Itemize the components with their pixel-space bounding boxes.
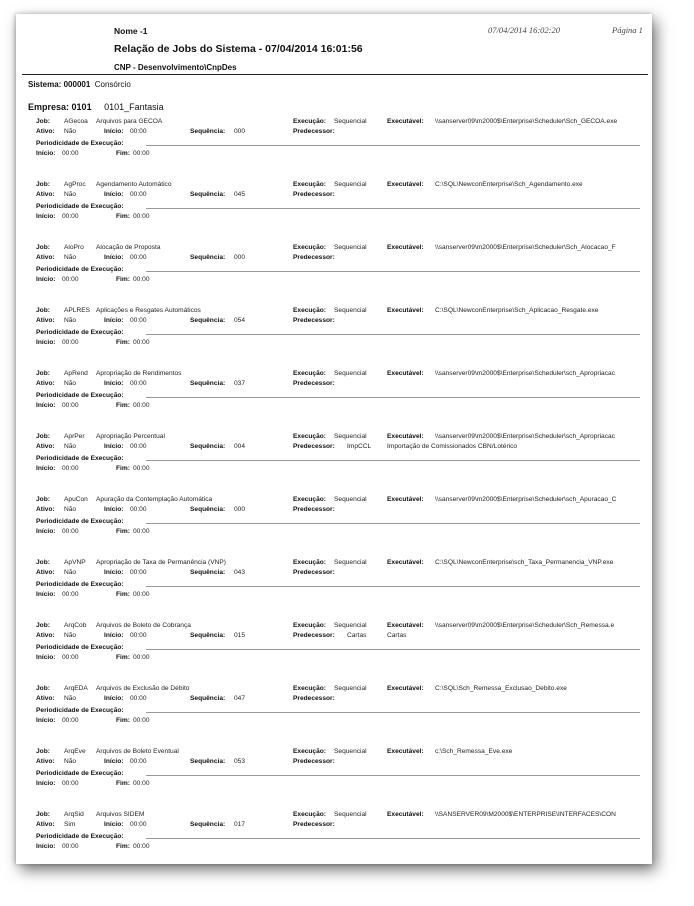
execucao-label: Execução:: [293, 433, 326, 440]
periodicidade-fim-label: Fim:: [116, 150, 130, 157]
ativo-value: Não: [64, 254, 77, 261]
predecessor-label: Predecessor:: [293, 191, 335, 198]
sequencia-value: 053: [234, 758, 246, 765]
periodicidade-label: Periodicidade de Execução:: [36, 518, 124, 525]
predecessor-label: Predecessor:: [293, 758, 335, 765]
periodicidade-label: Periodicidade de Execução:: [36, 203, 124, 210]
periodicidade-label: Periodicidade de Execução:: [36, 140, 124, 147]
execucao-value: Sequencial: [334, 811, 367, 818]
periodicidade-inicio-value: 00:00: [62, 213, 79, 220]
predecessor-description: Importação de Comissionados CBN/Lotérico: [387, 443, 518, 450]
inicio-value: 00:00: [130, 569, 147, 576]
report-datetime: 07/04/2014 16:02:20: [488, 25, 561, 35]
execucao-label: Execução:: [293, 370, 326, 377]
periodicidade-inicio-label: Início:: [36, 654, 56, 661]
ativo-value: Não: [64, 380, 77, 387]
predecessor-label: Predecessor:: [293, 128, 335, 135]
predecessor-label: Predecessor:: [293, 380, 335, 387]
execucao-label: Execução:: [293, 811, 326, 818]
ativo-value: Não: [64, 317, 77, 324]
inicio-value: 00:00: [130, 695, 147, 702]
executavel-label: Executável:: [387, 496, 424, 503]
execucao-value: Sequencial: [334, 559, 367, 566]
periodicidade-fim-label: Fim:: [116, 276, 130, 283]
predecessor-label: Predecessor:: [293, 317, 335, 324]
ativo-label: Ativo:: [36, 317, 55, 324]
page-number: Página 1: [612, 25, 643, 35]
inicio-label: Início:: [104, 380, 124, 387]
periodicidade-inicio-value: 00:00: [62, 339, 79, 346]
periodicidade-inicio-label: Início:: [36, 276, 56, 283]
periodicidade-fim-value: 00:00: [133, 150, 150, 157]
job-label: Job:: [36, 370, 50, 377]
job-description: Arquivos SIDEM: [96, 811, 145, 818]
sequencia-value: 037: [234, 380, 246, 387]
periodicidade-divider: [146, 271, 640, 272]
sequencia-label: Sequência:: [190, 506, 226, 513]
ativo-label: Ativo:: [36, 632, 55, 639]
job-code: ArqSid: [64, 811, 84, 818]
job-code: AGecoa: [64, 118, 88, 125]
periodicidade-divider: [146, 586, 640, 587]
inicio-label: Início:: [104, 695, 124, 702]
execucao-label: Execução:: [293, 622, 326, 629]
report-user-name: Nome -1: [114, 26, 148, 36]
periodicidade-fim-label: Fim:: [116, 717, 130, 724]
job-label: Job:: [36, 559, 50, 566]
job-code: ArqEDA: [64, 685, 88, 692]
ativo-value: Não: [64, 758, 77, 765]
sequencia-value: 000: [234, 128, 246, 135]
inicio-value: 00:00: [130, 821, 147, 828]
job-description: Apropriação de Rendimentos: [96, 370, 182, 377]
execucao-value: Sequencial: [334, 181, 367, 188]
predecessor-label: Predecessor:: [293, 443, 335, 450]
job-description: Alocação de Proposta: [96, 244, 161, 251]
sequencia-label: Sequência:: [190, 632, 226, 639]
sequencia-value: 004: [234, 443, 246, 450]
inicio-label: Início:: [104, 632, 124, 639]
predecessor-value: ImpCCL: [347, 443, 372, 450]
job-entry: [16, 622, 652, 682]
job-entry: [16, 433, 652, 493]
ativo-value: Não: [64, 569, 77, 576]
inicio-value: 00:00: [130, 380, 147, 387]
inicio-label: Início:: [104, 569, 124, 576]
periodicidade-divider: [146, 334, 640, 335]
periodicidade-divider: [146, 397, 640, 398]
periodicidade-label: Periodicidade de Execução:: [36, 581, 124, 588]
ativo-value: Não: [64, 191, 77, 198]
ativo-value: Não: [64, 695, 77, 702]
sequencia-label: Sequência:: [190, 128, 226, 135]
execucao-value: Sequencial: [334, 307, 367, 314]
inicio-label: Início:: [104, 191, 124, 198]
periodicidade-label: Periodicidade de Execução:: [36, 707, 124, 714]
ativo-label: Ativo:: [36, 695, 55, 702]
periodicidade-divider: [146, 523, 640, 524]
job-code: ApRend: [64, 370, 88, 377]
execucao-label: Execução:: [293, 496, 326, 503]
execucao-value: Sequencial: [334, 118, 367, 125]
job-label: Job:: [36, 307, 50, 314]
executavel-path: \\sanserver09\m2000$\Enterprise\Scheduler\sch_Apropriacac: [435, 370, 615, 377]
executavel-path: \\SANSERVER09\M2000$\ENTERPRISE\INTERFACES\CON: [435, 811, 616, 818]
inicio-value: 00:00: [130, 443, 147, 450]
periodicidade-divider: [146, 712, 640, 713]
job-entry: [16, 685, 652, 745]
periodicidade-fim-label: Fim:: [116, 528, 130, 535]
ativo-label: Ativo:: [36, 569, 55, 576]
inicio-value: 00:00: [130, 506, 147, 513]
periodicidade-inicio-label: Início:: [36, 780, 56, 787]
job-label: Job:: [36, 118, 50, 125]
report-page: [16, 14, 652, 864]
job-entry: [16, 559, 652, 619]
periodicidade-inicio-label: Início:: [36, 528, 56, 535]
executavel-label: Executável:: [387, 811, 424, 818]
executavel-label: Executável:: [387, 433, 424, 440]
inicio-label: Início:: [104, 506, 124, 513]
job-description: Apropriação de Taxa de Permanência (VNP): [96, 559, 226, 566]
executavel-path: C:\SQL\Sch_Remessa_Exclusao_Debito.exe: [435, 685, 567, 692]
ativo-label: Ativo:: [36, 128, 55, 135]
periodicidade-fim-label: Fim:: [116, 213, 130, 220]
execucao-value: Sequencial: [334, 370, 367, 377]
periodicidade-inicio-value: 00:00: [62, 654, 79, 661]
periodicidade-divider: [146, 145, 640, 146]
job-code: ArqCob: [64, 622, 87, 629]
sequencia-value: 043: [234, 569, 246, 576]
sequencia-label: Sequência:: [190, 758, 226, 765]
job-description: Aplicações e Resgates Automáticos: [96, 307, 201, 314]
ativo-label: Ativo:: [36, 443, 55, 450]
sistema-label: Sistema:: [28, 80, 62, 89]
job-code: ApuCon: [64, 496, 88, 503]
execucao-label: Execução:: [293, 181, 326, 188]
job-entry: [16, 370, 652, 430]
periodicidade-label: Periodicidade de Execução:: [36, 770, 124, 777]
ativo-label: Ativo:: [36, 758, 55, 765]
ativo-value: Não: [64, 632, 77, 639]
ativo-value: Não: [64, 506, 77, 513]
executavel-label: Executável:: [387, 370, 424, 377]
job-label: Job:: [36, 496, 50, 503]
executavel-label: Executável:: [387, 244, 424, 251]
periodicidade-inicio-label: Início:: [36, 717, 56, 724]
inicio-label: Início:: [104, 254, 124, 261]
periodicidade-divider: [146, 649, 640, 650]
periodicidade-inicio-label: Início:: [36, 213, 56, 220]
periodicidade-fim-label: Fim:: [116, 591, 130, 598]
periodicidade-inicio-value: 00:00: [62, 780, 79, 787]
job-description: Apuração da Contemplação Automática: [96, 496, 213, 503]
periodicidade-fim-value: 00:00: [133, 402, 150, 409]
execucao-label: Execução:: [293, 307, 326, 314]
periodicidade-fim-value: 00:00: [133, 465, 150, 472]
periodicidade-fim-label: Fim:: [116, 654, 130, 661]
empresa-label: Empresa:: [28, 102, 70, 112]
periodicidade-fim-value: 00:00: [133, 339, 150, 346]
periodicidade-divider: [146, 775, 640, 776]
periodicidade-fim-value: 00:00: [133, 528, 150, 535]
execucao-value: Sequencial: [334, 244, 367, 251]
job-entry: [16, 748, 652, 808]
executavel-label: Executável:: [387, 307, 424, 314]
ativo-label: Ativo:: [36, 506, 55, 513]
periodicidade-inicio-label: Início:: [36, 591, 56, 598]
sequencia-value: 000: [234, 506, 246, 513]
sistema-line: [28, 80, 131, 89]
periodicidade-inicio-value: 00:00: [62, 528, 79, 535]
job-label: Job:: [36, 433, 50, 440]
executavel-label: Executável:: [387, 748, 424, 755]
periodicidade-inicio-label: Início:: [36, 465, 56, 472]
predecessor-label: Predecessor:: [293, 821, 335, 828]
job-code: AgProc: [64, 181, 86, 188]
header-divider: [22, 74, 648, 75]
report-subtitle: CNP - Desenvolvimento\CnpDes: [114, 63, 237, 72]
job-label: Job:: [36, 622, 50, 629]
job-description: Arquivos para GECOA: [96, 118, 163, 125]
periodicidade-inicio-value: 00:00: [62, 717, 79, 724]
periodicidade-fim-value: 00:00: [133, 591, 150, 598]
periodicidade-inicio-label: Início:: [36, 339, 56, 346]
ativo-value: Não: [64, 443, 77, 450]
sequencia-value: 000: [234, 254, 246, 261]
job-label: Job:: [36, 685, 50, 692]
predecessor-label: Predecessor:: [293, 506, 335, 513]
job-code: ArqEve: [64, 748, 86, 755]
periodicidade-fim-label: Fim:: [116, 780, 130, 787]
job-code: AloPro: [64, 244, 84, 251]
job-entry: [16, 118, 652, 178]
execucao-value: Sequencial: [334, 433, 367, 440]
inicio-value: 00:00: [130, 254, 147, 261]
empresa-line: [28, 102, 164, 112]
sequencia-label: Sequência:: [190, 317, 226, 324]
predecessor-value: Cartas: [347, 632, 367, 639]
job-description: Agendamento Automático: [96, 181, 172, 188]
predecessor-label: Predecessor:: [293, 632, 335, 639]
periodicidade-inicio-value: 00:00: [62, 591, 79, 598]
periodicidade-fim-value: 00:00: [133, 654, 150, 661]
execucao-value: Sequencial: [334, 496, 367, 503]
job-description: Arquivos de Exclusão de Débito: [96, 685, 190, 692]
predecessor-label: Predecessor:: [293, 569, 335, 576]
job-label: Job:: [36, 811, 50, 818]
periodicidade-fim-value: 00:00: [133, 717, 150, 724]
execucao-value: Sequencial: [334, 748, 367, 755]
executavel-path: \\sanserver09\m2000$\Enterprise\Scheduler\sch_Apropriacac: [435, 433, 615, 440]
periodicidade-label: Periodicidade de Execução:: [36, 644, 124, 651]
execucao-label: Execução:: [293, 748, 326, 755]
executavel-label: Executável:: [387, 181, 424, 188]
job-label: Job:: [36, 748, 50, 755]
executavel-path: \\sanserver09\m2000$\Enterprise\Scheduler\Sch_Remessa.e: [435, 622, 615, 629]
periodicidade-inicio-value: 00:00: [62, 276, 79, 283]
periodicidade-inicio-label: Início:: [36, 843, 56, 850]
periodicidade-divider: [146, 208, 640, 209]
executavel-path: \\sanserver09\m2000$\Enterprise\Scheduler\Sch_Alocacao_F: [435, 244, 616, 251]
sequencia-value: 054: [234, 317, 246, 324]
periodicidade-divider: [146, 838, 640, 839]
periodicidade-inicio-label: Início:: [36, 402, 56, 409]
periodicidade-label: Periodicidade de Execução:: [36, 266, 124, 273]
sistema-code: 000001: [63, 80, 91, 89]
job-code: ApVNP: [64, 559, 86, 566]
executavel-path: \\sanserver09\m2000$\Enterprise\Scheduler\sch_Apuracao_C: [435, 496, 617, 503]
executavel-label: Executável:: [387, 622, 424, 629]
predecessor-description: Cartas: [387, 632, 407, 639]
inicio-label: Início:: [104, 758, 124, 765]
inicio-value: 00:00: [130, 191, 147, 198]
execucao-label: Execução:: [293, 559, 326, 566]
sequencia-label: Sequência:: [190, 443, 226, 450]
report-title: Relação de Jobs do Sistema - 07/04/2014 16:01:56: [114, 43, 363, 55]
periodicidade-fim-value: 00:00: [133, 276, 150, 283]
periodicidade-label: Periodicidade de Execução:: [36, 329, 124, 336]
periodicidade-fim-label: Fim:: [116, 465, 130, 472]
periodicidade-label: Periodicidade de Execução:: [36, 833, 124, 840]
job-entry: [16, 811, 652, 864]
predecessor-label: Predecessor:: [293, 695, 335, 702]
sequencia-label: Sequência:: [190, 380, 226, 387]
sequencia-label: Sequência:: [190, 254, 226, 261]
executavel-label: Executável:: [387, 118, 424, 125]
empresa-code: 0101: [71, 102, 92, 112]
sequencia-value: 017: [234, 821, 246, 828]
job-label: Job:: [36, 181, 50, 188]
predecessor-label: Predecessor:: [293, 254, 335, 261]
executavel-path: c:\Sch_Remessa_Eve.exe: [435, 748, 513, 755]
inicio-label: Início:: [104, 443, 124, 450]
periodicidade-inicio-value: 00:00: [62, 465, 79, 472]
execucao-label: Execução:: [293, 118, 326, 125]
periodicidade-inicio-label: Início:: [36, 150, 56, 157]
sequencia-label: Sequência:: [190, 821, 226, 828]
periodicidade-fim-value: 00:00: [133, 780, 150, 787]
periodicidade-fim-label: Fim:: [116, 843, 130, 850]
executavel-path: C:\SQL\NewconEnterprise\Sch_Agendamento.exe: [435, 181, 583, 188]
job-description: Apropriação Percentual: [96, 433, 165, 440]
periodicidade-label: Periodicidade de Execução:: [36, 392, 124, 399]
execucao-label: Execução:: [293, 685, 326, 692]
inicio-value: 00:00: [130, 632, 147, 639]
job-entry: [16, 307, 652, 367]
job-code: APLRES: [64, 307, 91, 314]
job-description: Arquivos de Boleto de Cobrança: [96, 622, 191, 629]
periodicidade-fim-value: 00:00: [133, 843, 150, 850]
execucao-value: Sequencial: [334, 685, 367, 692]
inicio-label: Início:: [104, 128, 124, 135]
ativo-value: Sim: [64, 821, 76, 828]
sequencia-label: Sequência:: [190, 191, 226, 198]
sequencia-value: 015: [234, 632, 246, 639]
ativo-value: Não: [64, 128, 77, 135]
execucao-value: Sequencial: [334, 622, 367, 629]
inicio-value: 00:00: [130, 128, 147, 135]
periodicidade-inicio-value: 00:00: [62, 150, 79, 157]
ativo-label: Ativo:: [36, 191, 55, 198]
job-code: AprPer: [64, 433, 85, 440]
periodicidade-label: Periodicidade de Execução:: [36, 455, 124, 462]
inicio-label: Início:: [104, 821, 124, 828]
sequencia-label: Sequência:: [190, 569, 226, 576]
inicio-value: 00:00: [130, 317, 147, 324]
job-label: Job:: [36, 244, 50, 251]
periodicidade-inicio-value: 00:00: [62, 402, 79, 409]
executavel-path: \\sanserver09\m2000$\Enterprise\Scheduler\Sch_GECOA.exe: [435, 118, 618, 125]
executavel-label: Executável:: [387, 685, 424, 692]
inicio-label: Início:: [104, 317, 124, 324]
periodicidade-fim-value: 00:00: [133, 213, 150, 220]
job-entry: [16, 181, 652, 241]
sistema-name: Consórcio: [94, 80, 131, 89]
job-description: Arquivos de Boleto Eventual: [96, 748, 179, 755]
executavel-path: C:\SQL\NewconEnterprise\sch_Taxa_Permanencia_VNP.exe: [435, 559, 614, 566]
job-entry: [16, 496, 652, 556]
executavel-path: C:\SQL\NewconEnterprise\Sch_Aplicacao_Resgate.exe: [435, 307, 599, 314]
ativo-label: Ativo:: [36, 254, 55, 261]
executavel-label: Executável:: [387, 559, 424, 566]
periodicidade-divider: [146, 460, 640, 461]
sequencia-value: 045: [234, 191, 246, 198]
inicio-value: 00:00: [130, 758, 147, 765]
execucao-label: Execução:: [293, 244, 326, 251]
ativo-label: Ativo:: [36, 821, 55, 828]
empresa-name: 0101_Fantasia: [104, 102, 164, 112]
periodicidade-inicio-value: 00:00: [62, 843, 79, 850]
job-entry: [16, 244, 652, 304]
sequencia-label: Sequência:: [190, 695, 226, 702]
periodicidade-fim-label: Fim:: [116, 402, 130, 409]
sequencia-value: 047: [234, 695, 246, 702]
periodicidade-fim-label: Fim:: [116, 339, 130, 346]
ativo-label: Ativo:: [36, 380, 55, 387]
